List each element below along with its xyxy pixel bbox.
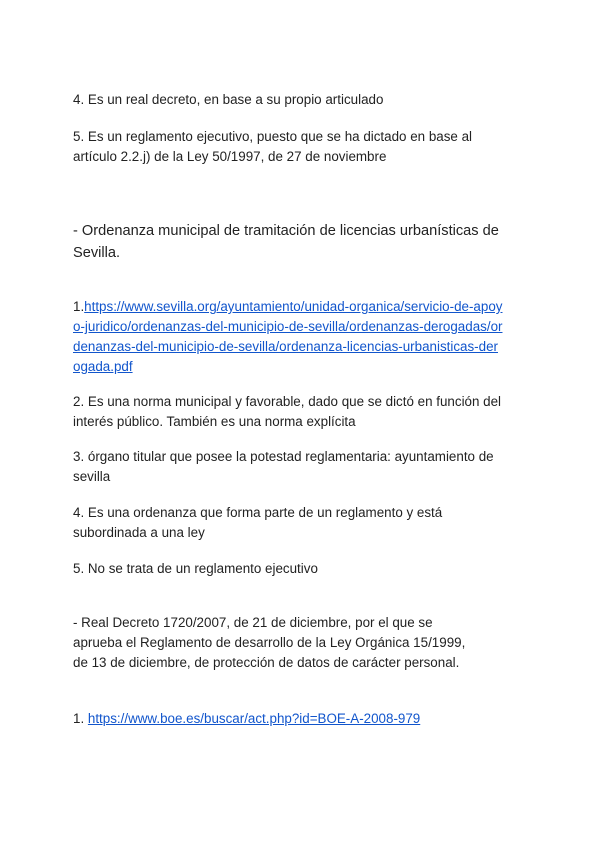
heading-ordenanza-municipal: - Ordenanza municipal de tramitación de licencias urbanísticas de Sevilla.	[73, 223, 499, 261]
boe-link[interactable]: https://www.boe.es/buscar/act.php?id=BOE-A-2008-979	[87, 711, 421, 726]
heading-real-decreto-1720: - Real Decreto 1720/2007, de 21 de diciembre, por el que se aprueba el Reglamento de desarrollo de la Ley Orgánica 15/1999, de 13 de diciembre, de protección de datos de carácter personal.	[73, 615, 466, 670]
paragraph-link-boe	[73, 689, 533, 729]
paragraph-no-reglamento-ejecutivo: 5. No se trata de un reglamento ejecutivo	[73, 561, 318, 576]
paragraph-organo-titular: 3. órgano titular que posee la potestad reglamentaria: ayuntamiento de sevilla	[73, 449, 494, 484]
paragraph-ordenanza-subordinada: 4. Es una ordenanza que forma parte de un reglamento y está subordinada a una ley	[73, 505, 443, 540]
link-prefix: 1.	[73, 711, 88, 726]
link-prefix: 1.	[73, 299, 85, 314]
paragraph-reglamento-ejecutivo: 5. Es un reglamento ejecutivo, puesto que se ha dictado en base al artículo 2.2.j) de la Ley 50/1997, de 27 de noviembre	[73, 129, 473, 164]
sevilla-ordenanza-link[interactable]: https://www.sevilla.org/ayuntamiento/unidad-organica/servicio-de-apoy o-juridico/ordenanzas-del-municipio-de-sevilla/ordenanzas-derogadas/or denanzas-del-municipio-de-sevilla/ordenanza-licencias-urbanisticas-der ogada.pdf	[73, 299, 503, 374]
paragraph-real-decreto-articulado: 4. Es un real decreto, en base a su propio articulado	[73, 92, 384, 107]
paragraph-norma-municipal: 2. Es una norma municipal y favorable, dado que se dictó en función del interés público. También es una norma explícita	[73, 394, 502, 429]
paragraph-link-sevilla	[73, 277, 533, 377]
